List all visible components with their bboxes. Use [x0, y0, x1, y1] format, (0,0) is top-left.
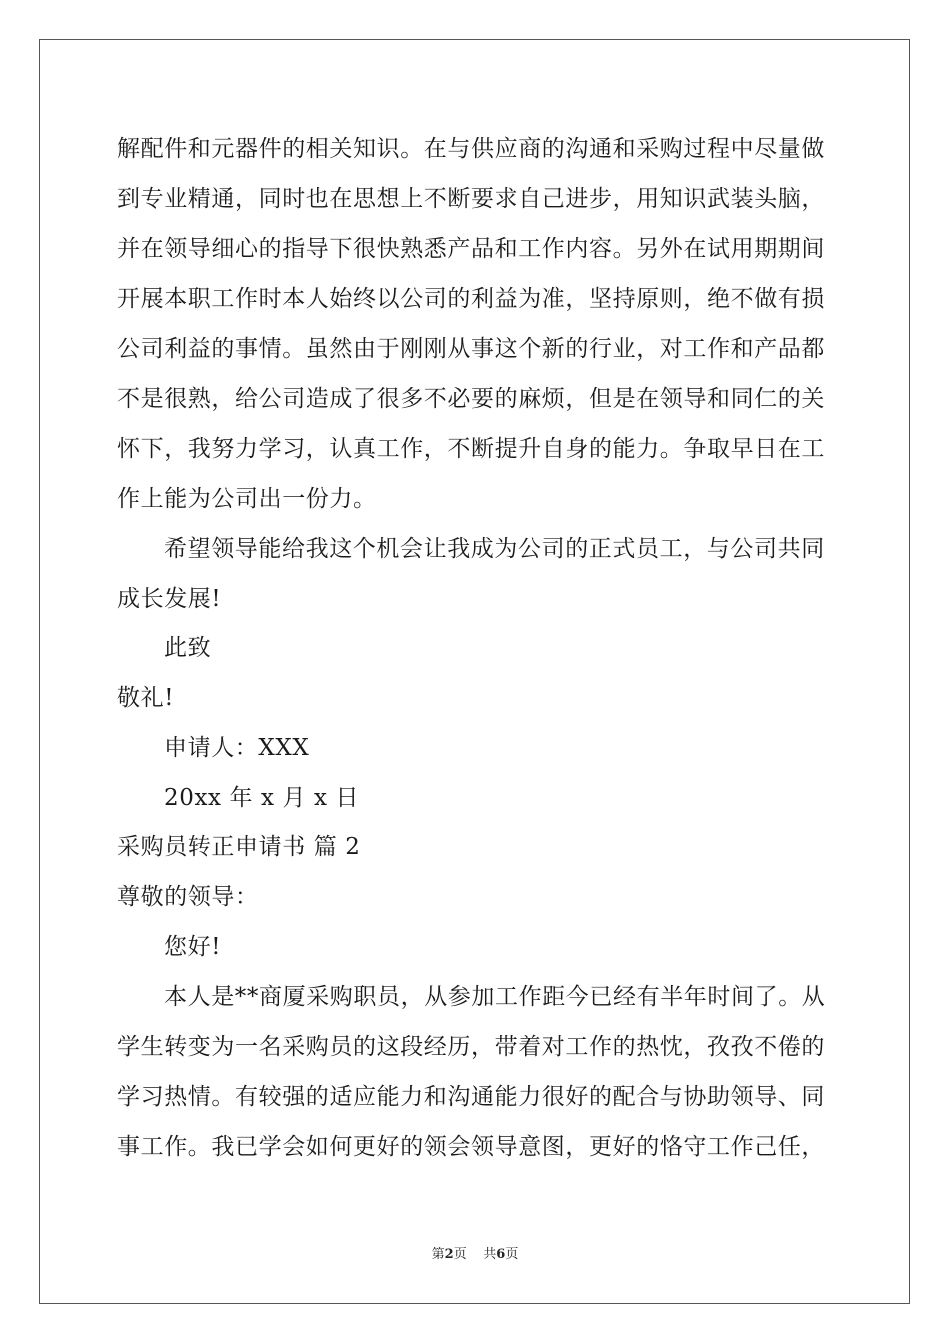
greeting-hello: 您好!: [164, 934, 222, 960]
date-line: 20xx 年 x 月 x 日: [164, 785, 360, 811]
text-line: 并在领导细心的指导下很快熟悉产品和工作内容。另外在试用期期间: [117, 236, 825, 262]
page-frame: [39, 39, 910, 1304]
text-line: 本人是**商厦采购职员，从参加工作距今已经有半年时间了。从: [164, 984, 826, 1010]
text-line: 作上能为公司出一份力。: [117, 486, 377, 512]
footer-prefix: 第: [431, 1247, 445, 1262]
page-footer: [0, 1246, 950, 1264]
current-page-number: 2: [444, 1247, 454, 1262]
text-line: 开展本职工作时本人始终以公司的利益为准，坚持原则，绝不做有损: [117, 286, 825, 312]
footer-page-suffix: 页: [453, 1247, 467, 1262]
footer-total-prefix: 共: [483, 1247, 497, 1262]
text-line: 学生转变为一名采购员的这段经历，带着对工作的热忱，孜孜不倦的: [117, 1034, 825, 1060]
text-line: 事工作。我已学会如何更好的领会领导意图，更好的恪守工作己任，: [117, 1134, 825, 1160]
closing-salutation: 此致: [164, 635, 212, 661]
text-line: 怀下，我努力学习，认真工作，不断提升自身的能力。争取早日在工: [117, 436, 825, 462]
text-line: 到专业精通，同时也在思想上不断要求自己进步，用知识武装头脑，: [117, 186, 825, 212]
text-line: 成长发展!: [117, 586, 222, 612]
section-heading: 采购员转正申请书 篇 2: [117, 834, 361, 860]
applicant-signature: 申请人：XXX: [164, 735, 310, 761]
total-pages-number: 6: [496, 1247, 506, 1262]
text-line: 学习热情。有较强的适应能力和沟通能力很好的配合与协助领导、同: [117, 1084, 825, 1110]
text-line: 希望领导能给我这个机会让我成为公司的正式员工，与公司共同: [164, 536, 825, 562]
closing-regards: 敬礼!: [117, 685, 175, 711]
footer-total-suffix: 页: [505, 1247, 519, 1262]
text-line: 公司利益的事情。虽然由于刚刚从事这个新的行业，对工作和产品都: [117, 336, 825, 362]
text-line: 不是很熟，给公司造成了很多不必要的麻烦，但是在领导和同仁的关: [117, 386, 825, 412]
greeting: 尊敬的领导：: [117, 884, 259, 910]
text-line: 解配件和元器件的相关知识。在与供应商的沟通和采购过程中尽量做: [117, 136, 825, 162]
